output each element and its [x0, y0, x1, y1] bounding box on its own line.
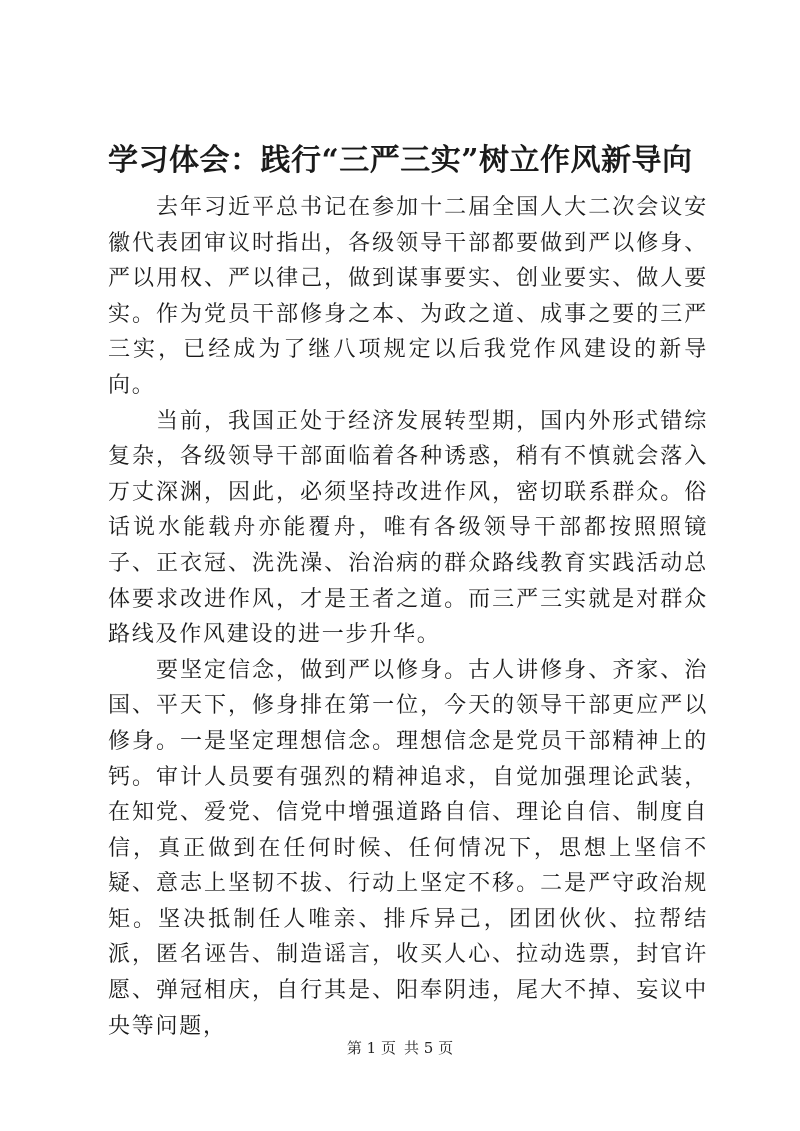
paragraph-3: 要坚定信念，做到严以修身。古人讲修身、齐家、治国、平天下，修身排在第一位，今天的领导干部更应严以修身。一是坚定理想信念。理想信念是党员干部精神上的钙。审计人员要有强烈的精神追求，自觉加强理论武装，在知党、爱党、信党中增强道路自信、理论自信、制度自信，真正做到在任何时候、任何情况下，思想上坚信不疑、意志上坚韧不拔、行动上坚定不移。二是严守政治规矩。坚决抵制任人唯亲、排斥异己，团团伙伙、拉帮结派，匿名诬告、制造谣言，收买人心、拉动选票，封官许愿、弹冠相庆，自行其是、阳奉阴违，尾大不掉、妄议中央等问题， [108, 657, 708, 1039]
document-title: 学习体会：践行“三严三实”树立作风新导向 [108, 143, 693, 178]
document-body [108, 190, 708, 1044]
paragraph-1: 去年习近平总书记在参加十二届全国人大二次会议安徽代表团审议时指出，各级领导干部都要做到严以修身、严以用权、严以律己，做到谋事要实、创业要实、做人要实。作为党员干部修身之本、为政之道、成事之要的三严三实，已经成为了继八项规定以后我党作风建设的新导向。 [108, 195, 708, 398]
page-number: 第 1 页 [346, 1039, 396, 1057]
page-footer [0, 1038, 800, 1058]
paragraph-2: 当前，我国正处于经济发展转型期，国内外形式错综复杂，各级领导干部面临着各种诱惑，稍有不慎就会落入万丈深渊，因此，必须坚持改进作风，密切联系群众。俗话说水能载舟亦能覆舟，唯有各级领导干部都按照照镜子、正衣冠、洗洗澡、治治病的群众路线教育实践活动总体要求改进作风，才是王者之道。而三严三实就是对群众路线及作风建设的进一步升华。 [108, 408, 708, 648]
page-total: 共 5 页 [404, 1039, 454, 1057]
